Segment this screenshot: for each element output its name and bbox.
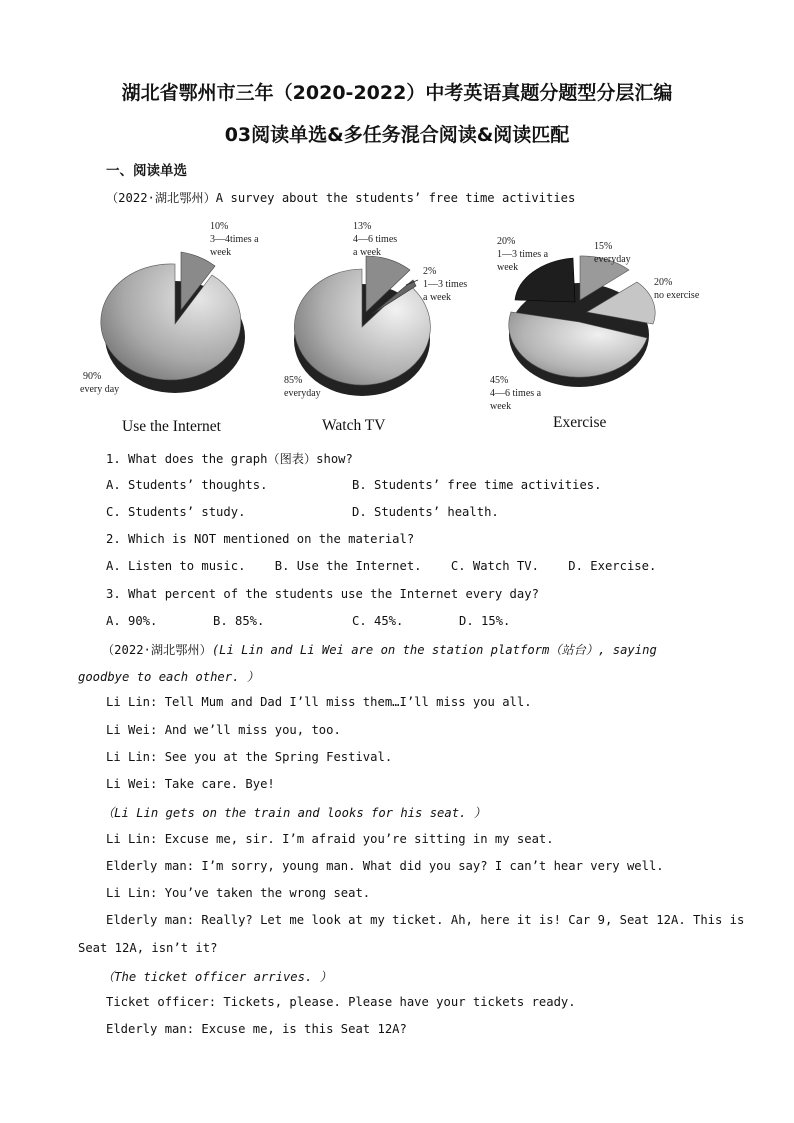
dialogue-line: Elderly man: I’m sorry, young man. What did you say? I can’t hear very well. [106,859,664,873]
label-exercise-d-pct: 45% [490,375,509,386]
q1-option-c: C. Students’ study. [106,505,246,519]
dialogue-line: Li Wei: Take care. Bye! [106,777,275,791]
label-exercise-a-pct: 20% [497,236,516,247]
label-tv-big-text: everyday [284,388,321,399]
passage-intro: （2022·湖北鄂州）A survey about the students’ free time activities [106,191,576,205]
label-tv-s1-l1: 4—6 times [353,234,398,245]
stage-direction: （Li Lin gets on the train and looks for his seat. ） [102,806,486,820]
label-tv-big-pct: 85% [284,375,303,386]
dialogue-line: Elderly man: Excuse me, is this Seat 12A? [106,1022,407,1036]
dialogue-line: Li Wei: And we’ll miss you, too. [106,723,341,737]
pie-chart-exercise [487,230,727,420]
passage-source: （2022·湖北鄂州） [102,643,212,657]
label-exercise-c-pct: 20% [654,277,673,288]
label-internet-s1-pct: 10% [210,221,229,232]
label-tv-s1-l2: a week [353,247,382,258]
q1-option-d: D. Students’ health. [352,505,499,519]
q2-options: A. Listen to music. B. Use the Internet. C. Watch TV. D. Exercise. [106,559,657,573]
q1-option-b: B. Students’ free time activities. [352,478,602,492]
label-internet-s1-l1: 3—4times a [210,234,259,245]
q3-option-b: B. 85%. [213,614,265,628]
doc-title: 湖北省鄂州市三年（2020-2022）中考英语真题分题型分层汇编 [121,82,673,104]
q3-option-c: C. 45%. [352,614,404,628]
pie-slice-every-day [101,264,241,380]
dialogue-line: Elderly man: Really? Let me look at my ticket. Ah, here it is! Car 9, Seat 12A. This is [106,913,745,927]
label-tv-s1-pct: 13% [353,221,372,232]
label-exercise-b-pct: 15% [594,241,613,252]
q3-option-a: A. 90%. [106,614,158,628]
chart-title-exercise: Exercise [553,414,607,431]
label-exercise-d-l1: 4—6 times a [490,388,542,399]
label-exercise-c-l1: no exercise [654,290,700,301]
question-1: 1. What does the graph（图表）show? [106,452,353,466]
pie-chart-tv [280,212,480,412]
dialogue-line: Li Lin: See you at the Spring Festival. [106,750,393,764]
chart-title-tv: Watch TV [322,417,386,434]
label-tv-s2-l1: 1—3 times [423,279,468,290]
label-exercise-b-l1: everyday [594,254,631,265]
section-heading: 一、阅读单选 [106,163,187,179]
dialogue-line: Li Lin: Tell Mum and Dad I’ll miss them…I’ll miss you all. [106,695,532,709]
label-exercise-a-l1: 1—3 times a [497,249,549,260]
passage-stage-direction-cont: goodbye to each other. ） [78,670,259,684]
label-tv-s2-pct: 2% [423,266,437,277]
passage-source-line [102,641,657,658]
label-internet-s1-l2: week [210,247,232,258]
question-2: 2. Which is NOT mentioned on the material? [106,532,415,546]
dialogue-line: Li Lin: Excuse me, sir. I’m afraid you’re sitting in my seat. [106,832,554,846]
passage-stage-direction: (Li Lin and Li Wei are on the station platform（站台）, saying [211,643,657,657]
label-tv-s2-l2: a week [423,292,452,303]
label-exercise-a-l2: week [497,262,519,273]
question-3: 3. What percent of the students use the Internet every day? [106,587,539,601]
pie-chart-internet [80,212,270,412]
chart-title-internet: Use the Internet [122,418,221,435]
label-internet-big-text: every day [80,384,120,395]
label-exercise-d-l2: week [490,401,512,412]
dialogue-line: Li Lin: You’ve taken the wrong seat. [106,886,371,900]
label-internet-big-pct: 90% [83,371,102,382]
q3-option-d: D. 15%. [459,614,511,628]
dialogue-line-cont: Seat 12A, isn’t it? [78,941,218,955]
q1-option-a: A. Students’ thoughts. [106,478,268,492]
doc-subtitle: 03阅读单选&多任务混合阅读&阅读匹配 [224,124,570,146]
pie-slice-1-3-times [515,258,575,302]
dialogue-line: Ticket officer: Tickets, please. Please have your tickets ready. [106,995,576,1009]
stage-direction: （The ticket officer arrives. ） [102,970,332,984]
